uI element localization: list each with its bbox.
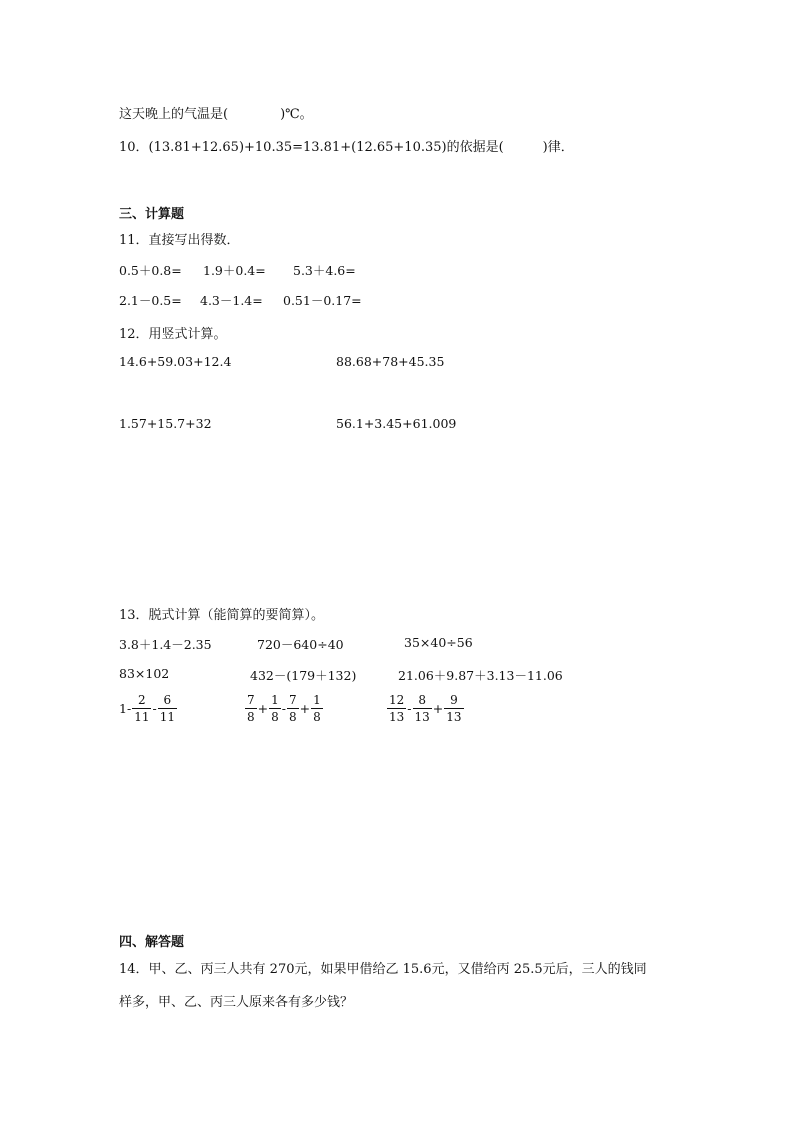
fraction-bar xyxy=(413,708,432,709)
operator: - xyxy=(281,701,286,716)
question-12-title: 12．用竖式计算。 xyxy=(119,327,227,342)
question-14-line-2: 样多，甲、乙、丙三人原来各有多少钱？ xyxy=(119,995,354,1010)
fraction xyxy=(132,693,151,724)
fraction xyxy=(158,693,177,724)
q13-item: 720－640÷40 xyxy=(257,637,344,652)
q13-item: 3.8＋1.4－2.35 xyxy=(119,637,212,652)
q13-fraction-expression-c xyxy=(386,693,465,724)
numerator: 7 xyxy=(289,693,297,707)
denominator: 11 xyxy=(159,710,175,724)
section-3-heading: 三、计算题 xyxy=(119,207,185,222)
numerator: 2 xyxy=(138,693,146,707)
numerator: 12 xyxy=(389,693,405,707)
question-14-line-1: 14．甲、乙、丙三人共有 270元，如果甲借给乙 15.6元，又借给丙 25.5元后，三人的钱同 xyxy=(119,962,647,977)
denominator: 13 xyxy=(414,710,430,724)
denominator: 8 xyxy=(271,710,279,724)
fraction xyxy=(444,693,463,724)
denominator: 11 xyxy=(134,710,150,724)
q9-continuation: 这天晚上的气温是( )℃。 xyxy=(119,107,313,122)
q12-item: 88.68+78+45.35 xyxy=(336,354,445,369)
operator: + xyxy=(299,701,311,716)
operator: - xyxy=(407,701,412,716)
fraction-bar xyxy=(132,708,151,709)
fraction xyxy=(287,693,299,724)
operator: + xyxy=(432,701,444,716)
q11-item: 0.5＋0.8= xyxy=(119,263,182,278)
numerator: 1 xyxy=(313,693,321,707)
q13-fraction-expression-b xyxy=(244,693,324,724)
q11-item: 4.3－1.4= xyxy=(200,293,263,308)
numerator: 7 xyxy=(247,693,255,707)
numerator: 1 xyxy=(271,693,279,707)
q11-item: 0.51－0.17= xyxy=(283,293,362,308)
fraction xyxy=(413,693,432,724)
q11-item: 1.9＋0.4= xyxy=(203,263,266,278)
question-10: 10．(13.81+12.65)+10.35=13.81+(12.65+10.35)的依据是( )律． xyxy=(119,140,574,155)
q13-item: 35×40÷56 xyxy=(404,635,473,650)
q11-item: 5.3＋4.6= xyxy=(293,263,356,278)
q12-item: 56.1+3.45+61.009 xyxy=(336,416,457,431)
fraction xyxy=(311,693,323,724)
denominator: 13 xyxy=(389,710,405,724)
fraction-bar xyxy=(269,708,281,709)
q13-item: 432－(179＋132) xyxy=(250,668,357,683)
leading-term: 1- xyxy=(119,701,132,716)
fraction xyxy=(245,693,257,724)
q13-item: 83×102 xyxy=(119,666,170,681)
numerator: 8 xyxy=(418,693,426,707)
fraction xyxy=(269,693,281,724)
fraction-bar xyxy=(311,708,323,709)
denominator: 8 xyxy=(247,710,255,724)
fraction-bar xyxy=(245,708,257,709)
fraction-bar xyxy=(158,708,177,709)
section-4-heading: 四、解答题 xyxy=(119,935,185,950)
numerator: 9 xyxy=(450,693,458,707)
q13-item: 21.06＋9.87＋3.13－11.06 xyxy=(398,668,563,683)
operator: - xyxy=(152,701,157,716)
question-11-title: 11．直接写出得数． xyxy=(119,233,240,248)
numerator: 6 xyxy=(163,693,172,707)
denominator: 8 xyxy=(313,710,321,724)
denominator: 8 xyxy=(289,710,297,724)
fraction-bar xyxy=(387,708,406,709)
q12-item: 1.57+15.7+32 xyxy=(119,416,212,431)
denominator: 13 xyxy=(446,710,462,724)
q11-item: 2.1－0.5= xyxy=(119,293,182,308)
operator: + xyxy=(257,701,269,716)
fraction-bar xyxy=(444,708,463,709)
q13-fraction-expression-a xyxy=(119,693,178,724)
fraction-bar xyxy=(287,708,299,709)
question-13-title: 13．脱式计算（能简算的要简算）。 xyxy=(119,608,325,623)
q12-item: 14.6+59.03+12.4 xyxy=(119,354,232,369)
fraction xyxy=(387,693,406,724)
